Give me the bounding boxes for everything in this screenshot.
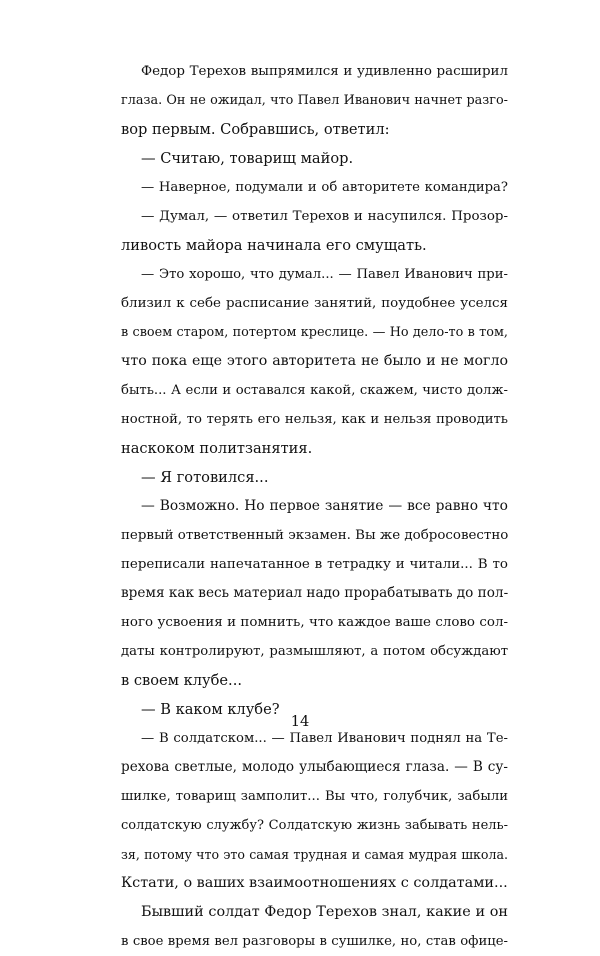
text-line: — Возможно. Но первое занятие — все равно что xyxy=(141,498,508,514)
text-line: глаза. Он не ожидал, что Павел Иванович начнет разго- xyxy=(121,93,508,108)
text-line: Федор Терехов выпрямился и удивленно расширил xyxy=(141,64,508,79)
text-line: что пока еще этого авторитета не было и не могло xyxy=(121,353,508,369)
text-line: наскоком политзанятия. xyxy=(121,440,313,457)
text-line: — Это хорошо, что думал... — Павел Иванович при- xyxy=(141,267,508,282)
text-line: Бывший солдат Федор Терехов знал, какие и он xyxy=(141,904,508,920)
text-line: — Я готовился... xyxy=(141,469,269,486)
body-text xyxy=(121,57,508,956)
text-line: солдатскую службу? Солдатскую жизнь забывать нель- xyxy=(121,818,508,833)
text-line: переписали напечатанное в тетрадку и читали... В то xyxy=(121,557,508,572)
text-line: ностной, то терять его нельзя, как и нельзя проводить xyxy=(121,412,508,427)
text-line: рехова светлые, молодо улыбающиеся глаза. — В су- xyxy=(121,759,508,775)
text-line: зя, потому что это самая трудная и самая мудрая школа. xyxy=(121,847,508,862)
text-line: — Думал, — ответил Терехов и насупился. Прозор- xyxy=(141,209,508,224)
text-line: вор первым. Собравшись, ответил: xyxy=(121,121,390,138)
text-line: близил к себе расписание занятий, поудобнее уселся xyxy=(121,296,508,311)
text-line: в своем старом, потертом креслице. — Но дело-то в том, xyxy=(121,325,508,340)
text-line: — Считаю, товарищ майор. xyxy=(141,150,354,167)
text-line: время как весь материал надо прорабатывать до пол- xyxy=(121,585,509,601)
text-line: в своем клубе... xyxy=(121,672,242,689)
text-line: ного усвоения и помнить, что каждое ваше слово сол- xyxy=(121,615,508,630)
text-line: шилке, товарищ замполит... Вы что, голубчик, забыли xyxy=(121,789,508,804)
text-line: в свое время вел разговоры в сушилке, но, став офице- xyxy=(121,934,508,949)
page-number: 14 xyxy=(290,713,310,730)
text-line: Кстати, о ваших взаимоотношениях с солдатами... xyxy=(121,875,508,891)
text-line: ливость майора начинала его смущать. xyxy=(121,237,427,254)
text-line: быть... А если и оставался какой, скажем, чисто долж- xyxy=(121,383,508,398)
text-line: первый ответственный экзамен. Вы же добросовестно xyxy=(121,528,509,543)
text-line: — Наверное, подумали и об авторитете командира? xyxy=(141,180,508,195)
text-line: даты контролируют, размышляют, а потом обсуждают xyxy=(121,644,508,659)
text-line: — В солдатском... — Павел Иванович поднял на Те- xyxy=(141,731,508,746)
text-line: — В каком клубе? xyxy=(141,701,280,718)
